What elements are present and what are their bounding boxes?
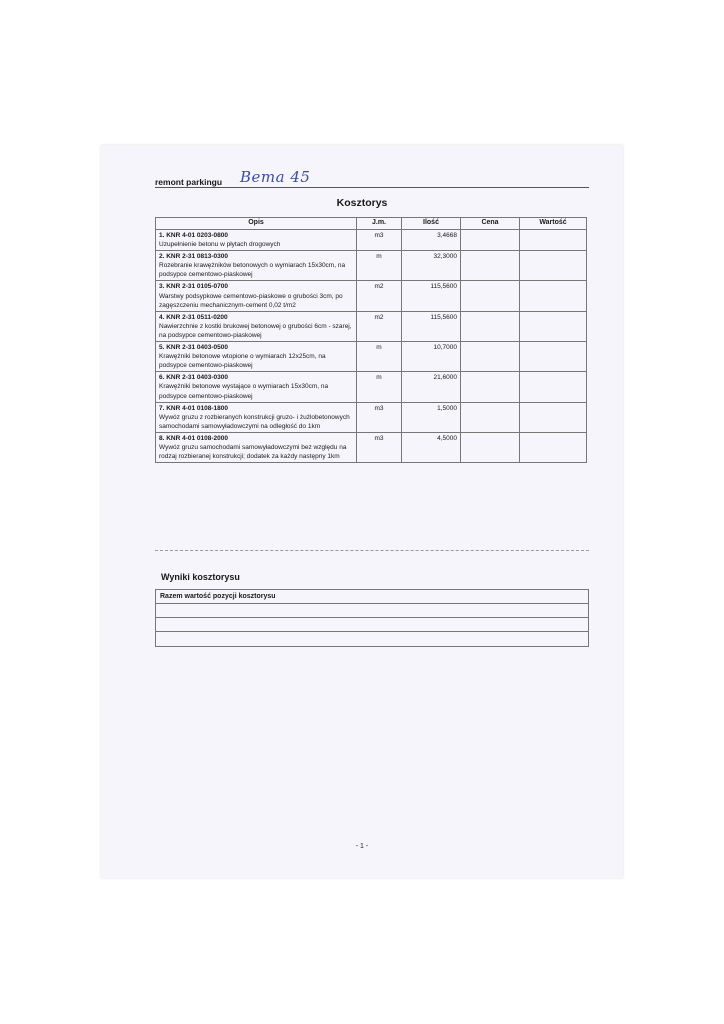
results-title: Wyniki kosztorysu bbox=[161, 572, 240, 582]
position-code: 5. KNR 2-31 0403-0500 bbox=[159, 344, 229, 352]
position-code: 4. KNR 2-31 0511-0200 bbox=[159, 313, 228, 321]
position-quantity: 21,6000 bbox=[402, 372, 461, 402]
position-value bbox=[520, 432, 587, 462]
position-text: Krawężniki betonowe wtopione o wymiarach 12x25cm, na podsypce cementowo-piaskowej bbox=[159, 353, 326, 370]
column-header-unit: J.m. bbox=[357, 218, 402, 230]
position-price bbox=[461, 432, 520, 462]
position-text: Wywóz gruzu z rozbieranych konstrukcji gruzo- i żużlobetonowych samochodami samowyładowczymi na odległość do 1km bbox=[159, 413, 350, 430]
position-description bbox=[156, 281, 357, 311]
position-value bbox=[520, 342, 587, 372]
project-name: remont parkingu bbox=[155, 177, 223, 187]
position-price bbox=[461, 230, 520, 251]
position-code: 6. KNR 2-31 0403-0300 bbox=[159, 374, 229, 382]
position-code: 2. KNR 2-31 0813-0300 bbox=[159, 253, 229, 261]
position-value bbox=[520, 230, 587, 251]
page-number: - 1 - bbox=[355, 843, 369, 850]
position-quantity: 3,4668 bbox=[402, 230, 461, 251]
position-code: 8. KNR 4-01 0108-2000 bbox=[159, 434, 229, 442]
position-text: Warstwy podsypkowe cementowo-piaskowe o grubości 3cm, po zagęszczeniu mechanicznym-cement 0,02 t/m2 bbox=[159, 292, 343, 309]
position-price bbox=[461, 311, 520, 341]
position-description bbox=[156, 402, 357, 432]
position-code: 7. KNR 4-01 0108-1800 bbox=[159, 404, 229, 412]
results-row bbox=[156, 632, 588, 646]
results-row bbox=[156, 618, 588, 632]
position-description bbox=[156, 230, 357, 251]
table-row bbox=[156, 251, 587, 281]
results-row bbox=[156, 604, 588, 618]
section-divider bbox=[155, 550, 589, 551]
position-description bbox=[156, 311, 357, 341]
position-quantity: 4,5000 bbox=[402, 432, 461, 462]
position-quantity: 115,5600 bbox=[402, 311, 461, 341]
position-unit: m2 bbox=[357, 311, 402, 341]
position-unit: m bbox=[357, 251, 402, 281]
column-header-value: Wartość bbox=[520, 218, 587, 230]
position-text: Rozebranie krawężników betonowych o wymiarach 15x30cm, na podsypce cementowo-piaskowej bbox=[159, 262, 346, 279]
position-value bbox=[520, 281, 587, 311]
page-header bbox=[155, 170, 589, 188]
position-price bbox=[461, 342, 520, 372]
position-text: Wywóz gruzu samochodami samowyładowczymi bez względu na rodzaj rozbieranej konstrukcji; dodatek za każdy następny 1km bbox=[159, 443, 347, 461]
position-unit: m3 bbox=[357, 402, 402, 432]
table-row bbox=[156, 342, 587, 372]
position-unit: m bbox=[357, 372, 402, 402]
document-page bbox=[101, 145, 623, 878]
cost-estimate-table bbox=[155, 217, 587, 463]
position-description bbox=[156, 372, 357, 402]
position-value bbox=[520, 372, 587, 402]
table-row bbox=[156, 281, 587, 311]
results-table bbox=[155, 589, 589, 647]
column-header-price: Cena bbox=[461, 218, 520, 230]
position-unit: m2 bbox=[357, 281, 402, 311]
position-code: 3. KNR 2-31 0105-0700 bbox=[159, 283, 229, 291]
table-row bbox=[156, 230, 587, 251]
position-price bbox=[461, 251, 520, 281]
position-text: Krawężniki betonowe wystające o wymiarach 15x30cm, na podsypce cementowo-piaskowej bbox=[159, 383, 329, 400]
position-quantity: 10,7000 bbox=[402, 342, 461, 372]
position-price bbox=[461, 281, 520, 311]
column-header-description: Opis bbox=[156, 218, 357, 230]
position-description bbox=[156, 251, 357, 281]
results-row-total: Razem wartość pozycji kosztorysu bbox=[156, 590, 588, 604]
table-row bbox=[156, 432, 587, 462]
position-value bbox=[520, 402, 587, 432]
position-text: Uzupełnienie betonu w płytach drogowych bbox=[159, 241, 281, 249]
position-price bbox=[461, 402, 520, 432]
handwritten-address: Bema 45 bbox=[240, 168, 311, 186]
position-value bbox=[520, 251, 587, 281]
position-quantity: 115,5600 bbox=[402, 281, 461, 311]
document-title: Kosztorys bbox=[336, 197, 388, 209]
position-text: Nawierzchnie z kostki brukowej betonowej o grubości 6cm - szarej, na podsypce cementowo-piaskowej bbox=[159, 322, 352, 339]
position-quantity: 1,5000 bbox=[402, 402, 461, 432]
table-row bbox=[156, 402, 587, 432]
table-row bbox=[156, 311, 587, 341]
position-code: 1. KNR 4-01 0203-0800 bbox=[159, 232, 229, 239]
position-value bbox=[520, 311, 587, 341]
table-header-row bbox=[156, 218, 587, 230]
position-unit: m3 bbox=[357, 230, 402, 251]
column-header-quantity: Ilość bbox=[402, 218, 461, 230]
position-unit: m bbox=[357, 342, 402, 372]
position-quantity: 32,3000 bbox=[402, 251, 461, 281]
position-unit: m3 bbox=[357, 432, 402, 462]
position-description bbox=[156, 342, 357, 372]
table-row bbox=[156, 372, 587, 402]
position-description bbox=[156, 432, 357, 462]
position-price bbox=[461, 372, 520, 402]
